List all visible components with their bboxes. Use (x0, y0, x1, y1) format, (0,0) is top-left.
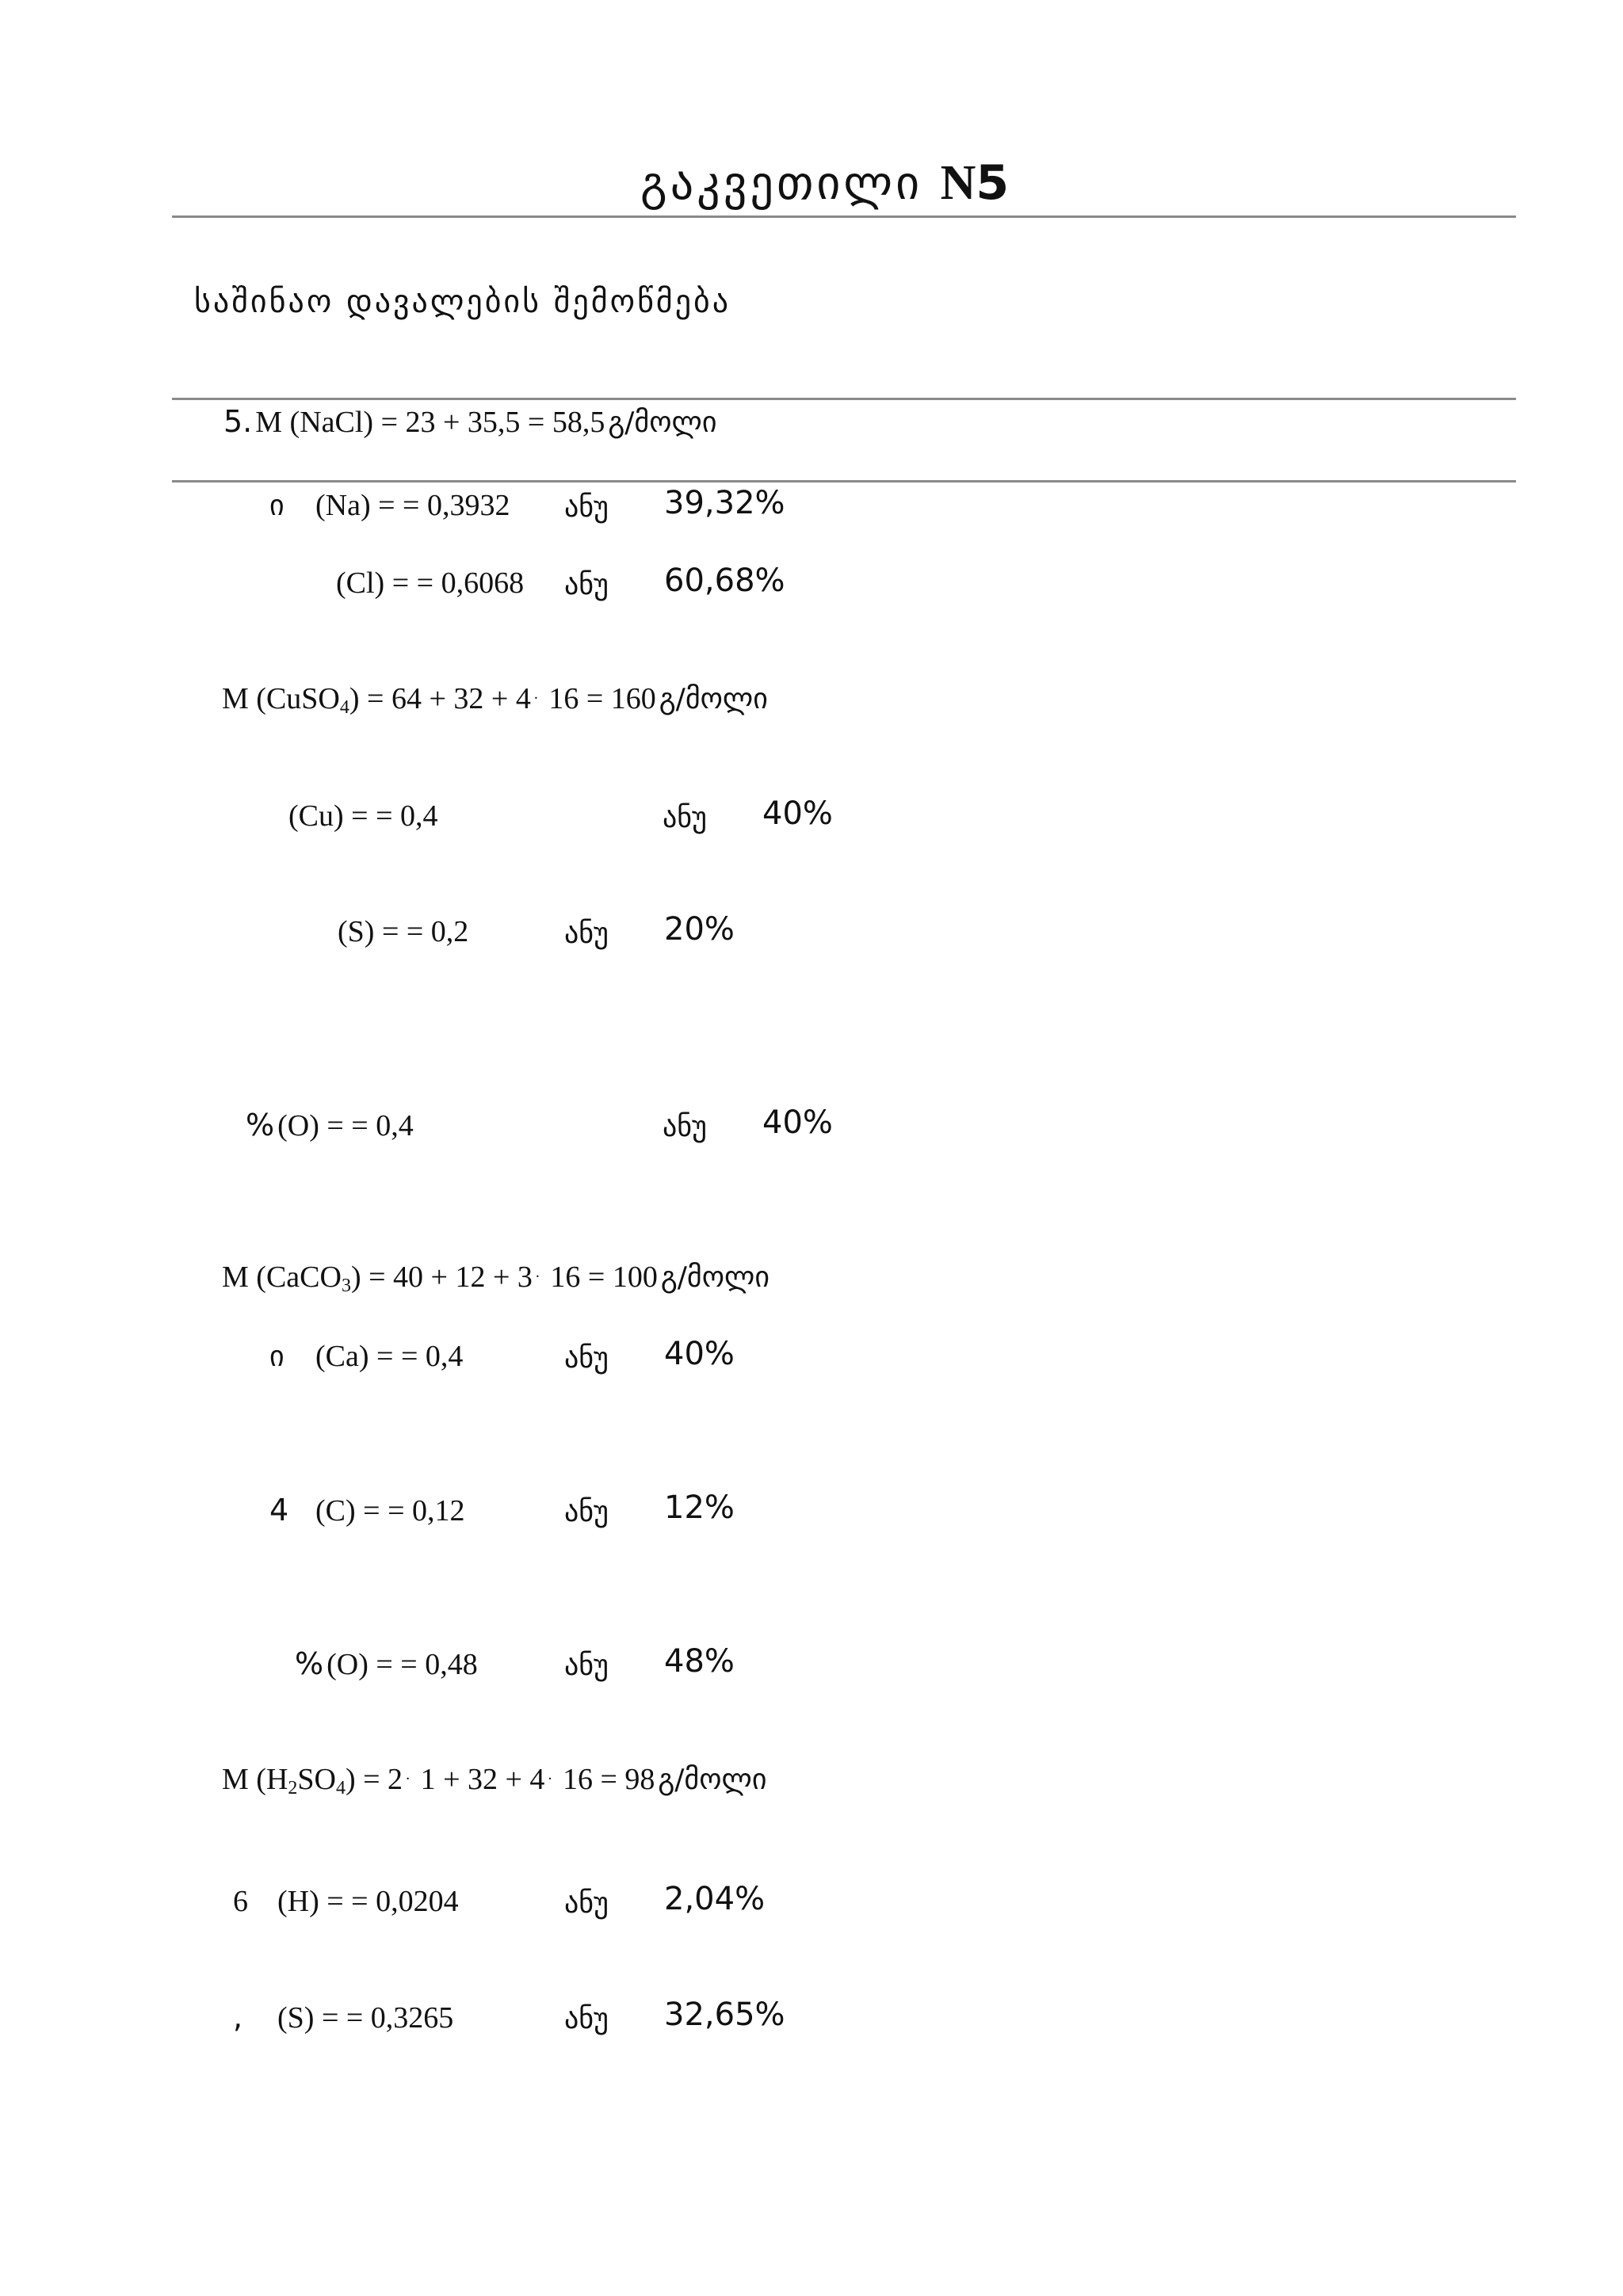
o-expression: (O) = = 0,48 (327, 1648, 478, 1681)
page-title (640, 155, 1009, 212)
s-percent: 32,65% (664, 1997, 785, 2033)
caco3-formula: M (CaCO$_3$) = 40 + 12 + 3 . 16 = 100 (222, 1261, 658, 1296)
c-expression: (C) = = 0,12 (315, 1494, 465, 1527)
ka-word: ანუ (564, 2003, 609, 2035)
ca-expression: (Ca) = = 0,4 (315, 1340, 464, 1373)
title-number: 5 (976, 155, 1010, 211)
c-percent: 12% (664, 1489, 735, 1526)
row-mark: ი (269, 490, 285, 522)
ka-word: ანუ (564, 917, 609, 950)
ka-word: ანუ (564, 491, 609, 524)
s-row (233, 2000, 453, 2035)
h-expression: (H) = = 0,0204 (277, 1885, 459, 1918)
ka-word: ანუ (564, 569, 609, 601)
ca-row (269, 1339, 463, 1374)
unit: გ/მოლი (658, 1764, 767, 1796)
nacl-top-divider (172, 398, 1516, 400)
cu-percent: 40% (762, 795, 833, 832)
title-n: N (940, 156, 976, 210)
title-word: გაკვეთილი (640, 156, 923, 210)
row-mark: ი (269, 1341, 285, 1373)
h-row (233, 1884, 459, 1919)
ka-word: ანუ (564, 1650, 609, 1682)
ka-word: ანუ (564, 1496, 609, 1528)
nacl-bottom-divider (172, 480, 1516, 482)
subtitle: საშინაო დავალების შემოწმება (194, 284, 731, 320)
o-row (246, 1108, 414, 1143)
o-row (295, 1646, 478, 1682)
na-percent: 39,32% (664, 485, 785, 521)
row-mark: % (246, 1108, 275, 1142)
ka-word: ანუ (663, 1111, 707, 1143)
cu-expression: (Cu) = = 0,4 (288, 799, 438, 833)
cuso4-formula-line (222, 681, 768, 716)
unit: გ/მოლი (608, 406, 717, 439)
h2so4-formula-line (222, 1762, 766, 1797)
s-percent: 20% (664, 911, 735, 948)
ca-percent: 40% (664, 1336, 735, 1372)
caco3-formula-line (222, 1260, 769, 1295)
na-expression: (Na) = = 0,3932 (315, 489, 510, 522)
o-percent: 40% (762, 1104, 833, 1141)
row-mark: 6 (233, 1885, 248, 1918)
cl-percent: 60,68% (664, 563, 785, 599)
nacl-formula-line (223, 404, 716, 440)
cuso4-formula: M (CuSO$_4$) = 64 + 32 + 4 . 16 = 160 (222, 682, 656, 718)
h2so4-formula: M $(H_2SO_4) = 2$ . 1 + 32 + 4 . 16 = 98 (222, 1763, 655, 1798)
s-expression: (S) = = 0,3265 (277, 2001, 454, 2035)
unit: გ/მოლი (660, 1261, 769, 1294)
row-mark: , (233, 2000, 243, 2035)
task-number: 5. (223, 404, 253, 439)
s-expression: (S) = = 0,2 (338, 915, 469, 948)
ka-word: ანუ (564, 1887, 609, 1920)
na-row (269, 488, 510, 523)
title-divider (172, 215, 1516, 218)
o-percent: 48% (664, 1643, 735, 1680)
ka-word: ანუ (663, 802, 707, 834)
row-mark: % (295, 1646, 324, 1681)
nacl-formula: M (NaCl) = 23 + 35,5 = 58,5 (255, 406, 605, 439)
ka-word: ანუ (564, 1342, 609, 1375)
o-expression: (O) = = 0,4 (277, 1109, 414, 1142)
row-mark: 4 (269, 1493, 289, 1527)
c-row (269, 1493, 465, 1528)
h-percent: 2,04% (664, 1881, 766, 1917)
unit: გ/მოლი (659, 683, 768, 715)
cl-expression: (Cl) = = 0,6068 (336, 566, 525, 600)
